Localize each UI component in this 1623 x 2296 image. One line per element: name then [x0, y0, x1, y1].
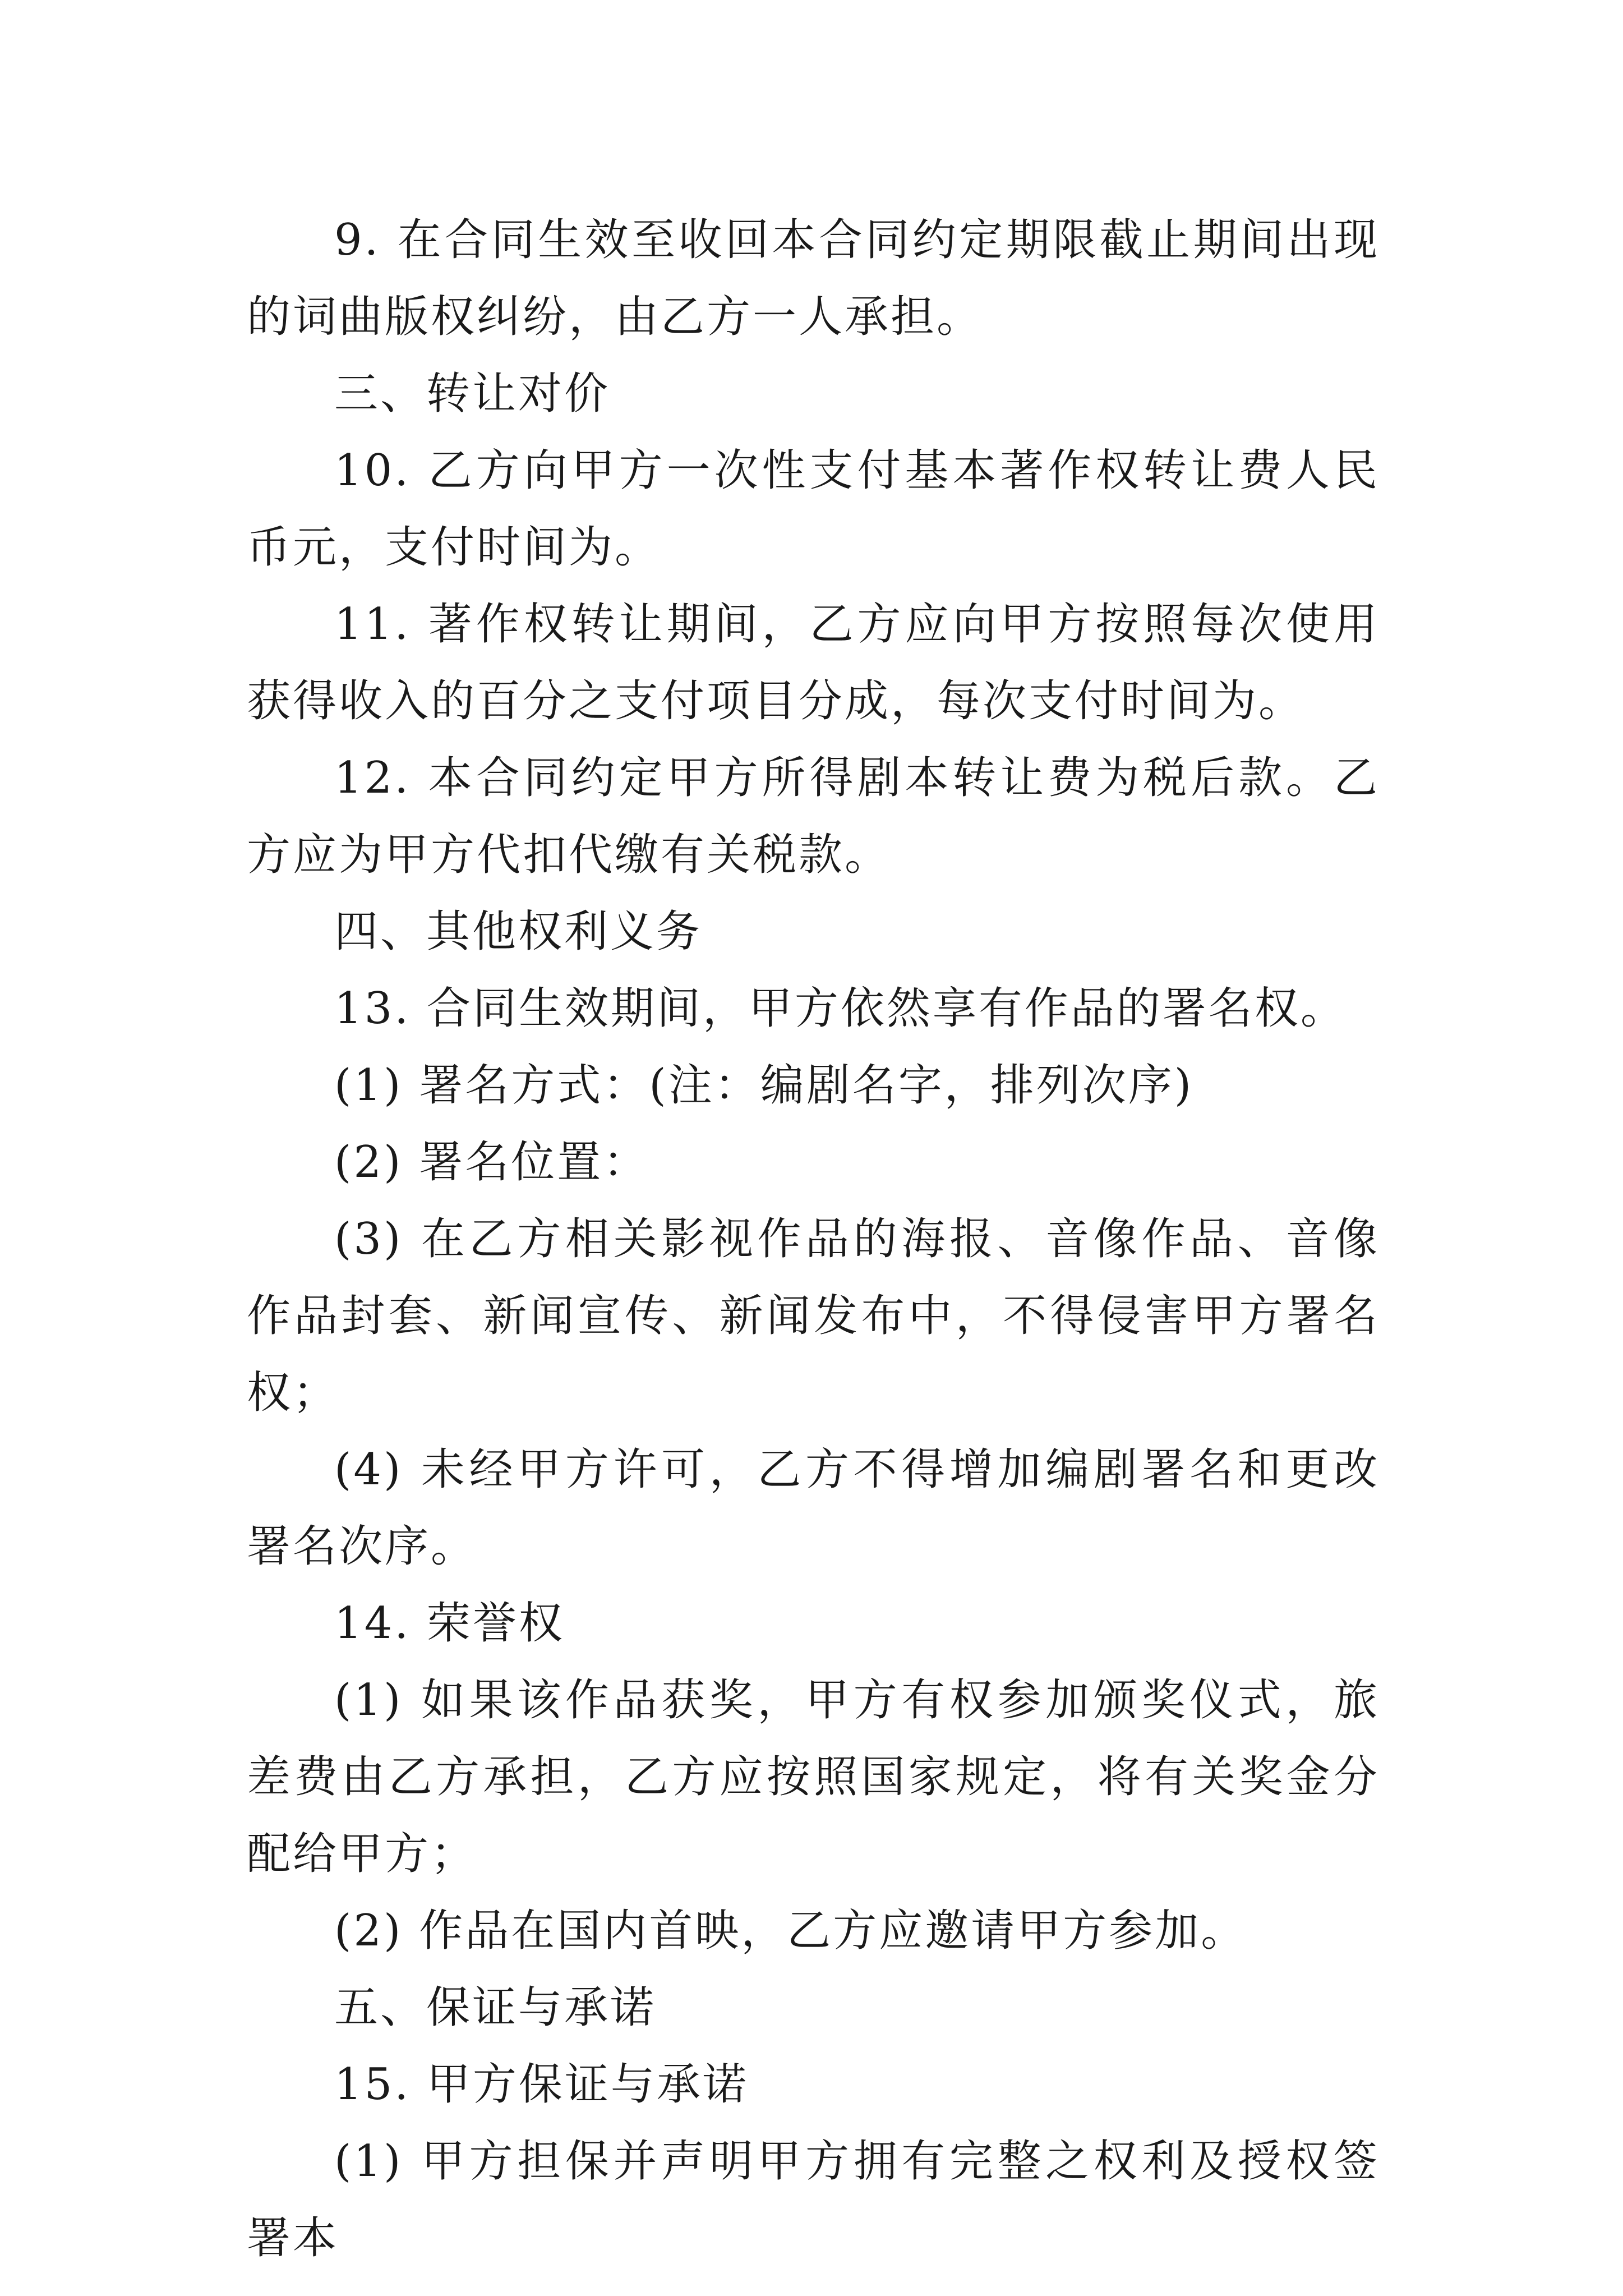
paragraph-clause-13-item-3: (3) 在乙方相关影视作品的海报、音像作品、音像作品封套、新闻宣传、新闻发布中，不得侵害甲方署名权； — [247, 1214, 1380, 1418]
paragraph-clause-13-item-4: (4) 未经甲方许可，乙方不得增加编剧署名和更改署名次序。 — [247, 1444, 1380, 1572]
paragraph-clause-10: 10. 乙方向甲方一次性支付基本著作权转让费人民币元，支付时间为。 — [247, 445, 1380, 573]
paragraph-clause-15-item-1: (1) 甲方担保并声明甲方拥有完整之权利及授权签署本 — [247, 2136, 1380, 2263]
section-heading-guarantee: 五、保证与承诺 — [334, 1982, 657, 2033]
paragraph-clause-9: 9. 在合同生效至收回本合同约定期限截止期间出现的词曲版权纠纷，由乙方一人承担。 — [247, 215, 1380, 342]
paragraph-clause-15: 15. 甲方保证与承诺 — [334, 2059, 749, 2110]
section-heading-transfer-price: 三、转让对价 — [334, 369, 611, 419]
paragraph-clause-13: 13. 合同生效期间，甲方依然享有作品的署名权。 — [334, 983, 1347, 1034]
section-heading-other-rights: 四、其他权利义务 — [334, 907, 703, 957]
paragraph-clause-14-item-2: (2) 作品在国内首映，乙方应邀请甲方参加。 — [334, 1906, 1247, 1956]
paragraph-clause-14-item-1: (1) 如果该作品获奖，甲方有权参加颁奖仪式，旅差费由乙方承担，乙方应按照国家规定，将有关奖金分配给甲方； — [247, 1675, 1380, 1879]
paragraph-clause-11: 11. 著作权转让期间，乙方应向甲方按照每次使用获得收入的百分之支付项目分成，每次支付时间为。 — [247, 599, 1380, 726]
paragraph-clause-13-item-2: (2) 署名位置： — [334, 1137, 649, 1188]
paragraph-clause-13-item-1: (1) 署名方式：(注：编剧名字，排列次序) — [334, 1060, 1194, 1111]
paragraph-clause-14: 14. 荣誉权 — [334, 1598, 565, 1649]
document-body — [247, 202, 1380, 2277]
paragraph-clause-12: 12. 本合同约定甲方所得剧本转让费为税后款。乙方应为甲方代扣代缴有关税款。 — [247, 753, 1380, 880]
